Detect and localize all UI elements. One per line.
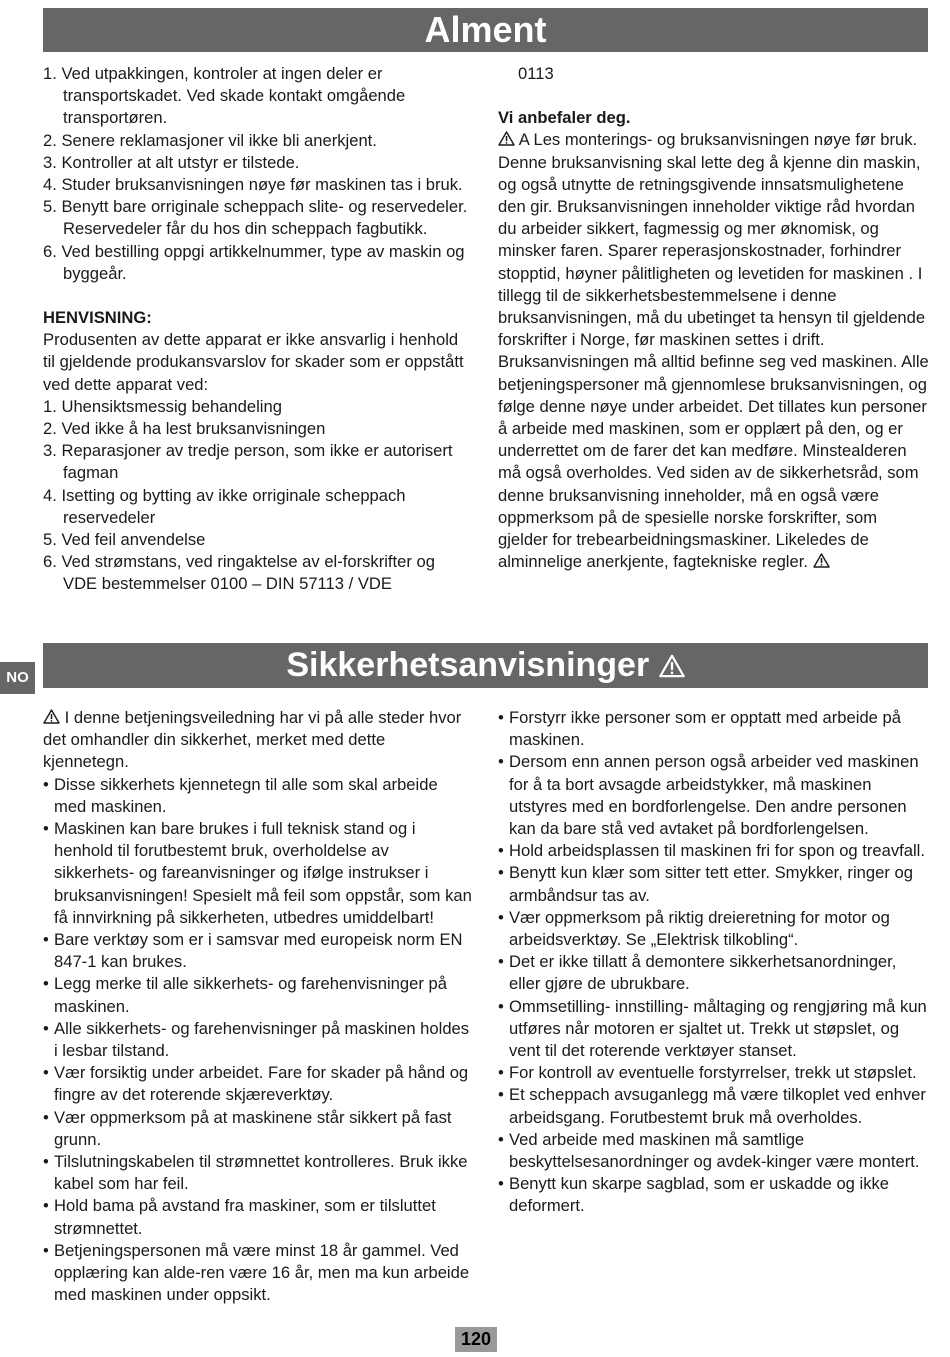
bullet-text: Betjeningspersonen må være minst 18 år gammel. Ved opplæring kan alde-ren være 16 år, men ma kun arbeide med maskinen under oppsikt. — [54, 1240, 470, 1305]
bullet-item — [498, 707, 928, 751]
bullet-item — [498, 1084, 928, 1128]
list-item — [43, 196, 468, 240]
list-number: 1. — [43, 396, 57, 416]
bullet-text: Ommsetilling- innstilling- måltaging og rengjøring må kun utføres når motoren er sjaltet ut. Trekk ut støpslet, og vent til det roterende verktøyer stanset. — [509, 996, 927, 1061]
section-title-safety — [43, 643, 928, 688]
bullet-text: For kontroll av eventuelle forstyrrelser, trekk ut støpslet. — [509, 1063, 917, 1083]
liability-list — [43, 396, 468, 596]
bullet-text: Vær oppmerksom på at maskinene står sikkert på fast grunn. — [54, 1107, 452, 1149]
recommend-body — [498, 152, 930, 574]
bullet-item — [498, 996, 928, 1063]
warning-triangle-icon — [43, 709, 60, 724]
bullet-text: Disse sikkerhets kjennetegn til alle som skal arbeide med maskinen. — [54, 774, 438, 816]
bullet-item — [43, 1107, 473, 1151]
section-title-text: Alment — [424, 9, 547, 50]
list-number: 5. — [43, 197, 57, 217]
safety-bullets-right — [498, 707, 928, 1218]
bullet-text: Det er ikke tillatt å demontere sikkerhetsanordninger, eller gjøre de ubrukbare. — [509, 952, 897, 994]
bullet-text: Legg merke til alle sikkerhets- og farehenvisninger på maskinen. — [54, 974, 447, 1016]
list-number: 6. — [43, 552, 57, 572]
list-number: 6. — [43, 241, 57, 261]
list-text: Benytt bare orriginale scheppach slite- og reservedeler. Reservedeler får du hos din scheppach fagbutikk. — [61, 197, 468, 239]
bullet-text: Bare verktøy som er i samsvar med europeisk norm EN 847-1 kan brukes. — [54, 930, 463, 972]
list-text: Senere reklamasjoner vil ikke bli anerkjent. — [61, 130, 377, 150]
list-text: Isetting og bytting av ikke orriginale scheppach reservedeler — [61, 485, 406, 527]
bullet-item — [498, 1173, 928, 1217]
list-item — [43, 130, 468, 152]
bullet-item — [43, 1151, 473, 1195]
section-title-text: Sikkerhetsanvisninger — [286, 646, 650, 684]
bullet-item — [498, 907, 928, 951]
safety-right-column — [498, 707, 928, 1218]
list-number: 3. — [43, 441, 57, 461]
general-left-column — [43, 63, 468, 596]
list-number: 4. — [43, 175, 57, 195]
list-text: Ved utpakkingen, kontroler at ingen deler er transportskadet. Ved skade kontakt omgående transportøren. — [61, 64, 406, 128]
bullet-text: Ved arbeide med maskinen må samtlige beskyttelsesanordninger og avdek-kinger være montert. — [509, 1129, 920, 1172]
bullet-item — [43, 1018, 473, 1062]
bullet-text: Hold bama på avstand fra maskiner, som er tilsluttet strømnettet. — [54, 1196, 436, 1238]
bullet-item — [43, 973, 473, 1017]
bullet-item — [43, 1062, 473, 1106]
bullet-item — [498, 751, 928, 840]
bullet-item — [43, 1240, 473, 1307]
list-number: 4. — [43, 485, 57, 505]
list-text: Ved feil anvendelse — [61, 530, 206, 550]
recommend-first — [498, 129, 930, 151]
warning-triangle-icon — [813, 553, 830, 568]
list-item — [43, 152, 468, 174]
safety-bullets-left — [43, 774, 473, 1307]
recommend-first-text: A Les monterings- og bruksanvisningen nøye før bruk. — [518, 130, 918, 150]
bullet-item — [43, 1195, 473, 1239]
bullet-item — [498, 951, 928, 995]
bullet-text: Tilslutningskabelen til strømnettet kontrolleres. Bruk ikke kabel som har feil. — [54, 1152, 468, 1194]
list-item — [43, 174, 468, 196]
list-item — [43, 440, 468, 484]
bullet-text: Benytt kun klær som sitter tett etter. Smykker, ringer og armbåndsur tas av. — [509, 863, 913, 905]
safety-left-column — [43, 707, 473, 1306]
list-item — [43, 63, 468, 130]
bullet-text: Alle sikkerhets- og farehenvisninger på maskinen holdes i lesbar tilstand. — [54, 1018, 470, 1061]
bullet-text: Forstyrr ikke personer som er opptatt med arbeide på maskinen. — [509, 708, 901, 750]
list-number: 2. — [43, 130, 57, 150]
bullet-text: Vær oppmerksom på riktig dreieretning for motor og arbeidsverktøy. Se „Elektrisk tilkobling“. — [509, 907, 890, 950]
safety-intro-text: I denne betjeningsveiledning har vi på alle steder hvor det omhandler din sikkerhet, merket med dette kjennetegn. — [43, 708, 462, 772]
list-text: Studer bruksanvisningen nøye før maskinen tas i bruk. — [61, 175, 463, 195]
list-text: Uhensiktsmessig behandeling — [61, 396, 282, 416]
list-number: 2. — [43, 419, 57, 439]
standard-code: 0113 — [518, 64, 554, 83]
bullet-text: Vær forsiktig under arbeidet. Fare for skader på hånd og fingre av det roterende skjæreverktøy. — [54, 1063, 469, 1105]
unpacking-list — [43, 63, 468, 285]
list-number: 3. — [43, 152, 57, 172]
list-text: Ved strømstans, ved ringaktelse av el-forskrifter og VDE bestemmelser 0100 – DIN 57113 / VDE — [61, 552, 435, 594]
list-text: Ved bestilling oppgi artikkelnummer, type av maskin og byggeår. — [61, 241, 465, 283]
page-number-text: 120 — [460, 1329, 492, 1349]
bullet-item — [498, 1062, 928, 1084]
list-item — [43, 551, 468, 595]
list-text: Kontroller at alt utstyr er tilstede. — [61, 152, 300, 172]
list-text: Ved ikke å ha lest bruksanvisningen — [61, 419, 326, 439]
list-item — [43, 485, 468, 529]
notice-intro: Produsenten av dette apparat er ikke ansvarlig i henhold til gjeldende produkansvarslov for skader som er oppstått ved dette apparat ved: — [43, 330, 464, 394]
list-item — [43, 418, 468, 440]
warning-triangle-icon — [498, 131, 515, 146]
list-item — [43, 529, 468, 551]
bullet-text: Et scheppach avsuganlegg må være tilkoplet ved enhver arbeidsgang. Forutbestemt bruk må overholdes. — [509, 1085, 926, 1127]
bullet-text: Dersom enn annen person også arbeider ved maskinen for å ta bort avsagde arbeidstykker, må maskinen utstyres med en bordforlengelse. Den andre personen kan da bare stå ved avtaket på bordforlengelsen. — [509, 752, 919, 839]
list-item — [43, 241, 468, 285]
bullet-item — [498, 840, 928, 862]
bullet-text: Benytt kun skarpe sagblad, som er uskadde og ikke deformert. — [509, 1174, 890, 1216]
recommend-heading: Vi anbefaler deg. — [498, 108, 631, 128]
general-right-column — [498, 63, 930, 573]
warning-triangle-icon — [659, 654, 685, 678]
bullet-item — [43, 774, 473, 818]
list-item — [43, 396, 468, 418]
recommend-body-text: Denne bruksanvisning skal lette deg å kjenne din maskin, og også utnytte de retningsgivende innsatsmulighetene den gir. Bruksanvisningen inneholder viktige råd hvordan du arbeider sikkert, fagmessig og mer øknomisk, og minsker faren. Sparer reperasjonskostnader, forhindrer stopptid, høyner pålitligheten og levetiden for maskinen . I tillegg til de sikkerhetsbestemmelsene i denne bruksanvisningen, må du ubetinget ta hensyn til gjeldende forskrifter i Norge, før maskinen settes i drift. Bruksanvisningen må alltid befinne seg ved maskinen. Alle betjeningspersoner må gjennomlese bruksanvisningen, og følge denne nøye under arbeidet. Det tillates kun personer å arbeide med maskinen, som er opplært på den, og er underrettet om de farer det kan medføre. Minstealderen må også overholdes. Ved siden av de sikkerhetsråd, som denne bruksanvisning inneholder, må en også være oppmerksom på de spesielle norske forskrifter, som gjelder for trebearbeidningsmaskiner. Likeledes de alminnelige anerkjente, fagtekniske regler. — [498, 152, 929, 572]
page-number — [455, 1327, 497, 1352]
list-number: 1. — [43, 64, 57, 83]
language-tab — [0, 662, 35, 694]
bullet-item — [43, 818, 473, 929]
language-tab-label: NO — [6, 669, 29, 686]
bullet-text: Maskinen kan bare brukes i full teknisk stand og i henhold til forutbestemt bruk, overholdelse av sikkerhets- og fareanvisninger og ifølge instrukser i bruksanvisningen! Spesielt må feil som oppstår, som kan få innvirkning på sikkerheten, utbedres umiddelbart! — [54, 819, 472, 927]
list-text: Reparasjoner av tredje person, som ikke er autorisert fagman — [61, 441, 453, 483]
list-number: 5. — [43, 530, 57, 550]
bullet-item — [498, 1129, 928, 1173]
notice-heading: HENVISNING: — [43, 308, 152, 328]
section-title-alment — [43, 8, 928, 52]
safety-intro — [43, 707, 473, 774]
bullet-item — [43, 929, 473, 973]
bullet-item — [498, 862, 928, 906]
bullet-text: Hold arbeidsplassen til maskinen fri for spon og treavfall. — [509, 841, 925, 861]
